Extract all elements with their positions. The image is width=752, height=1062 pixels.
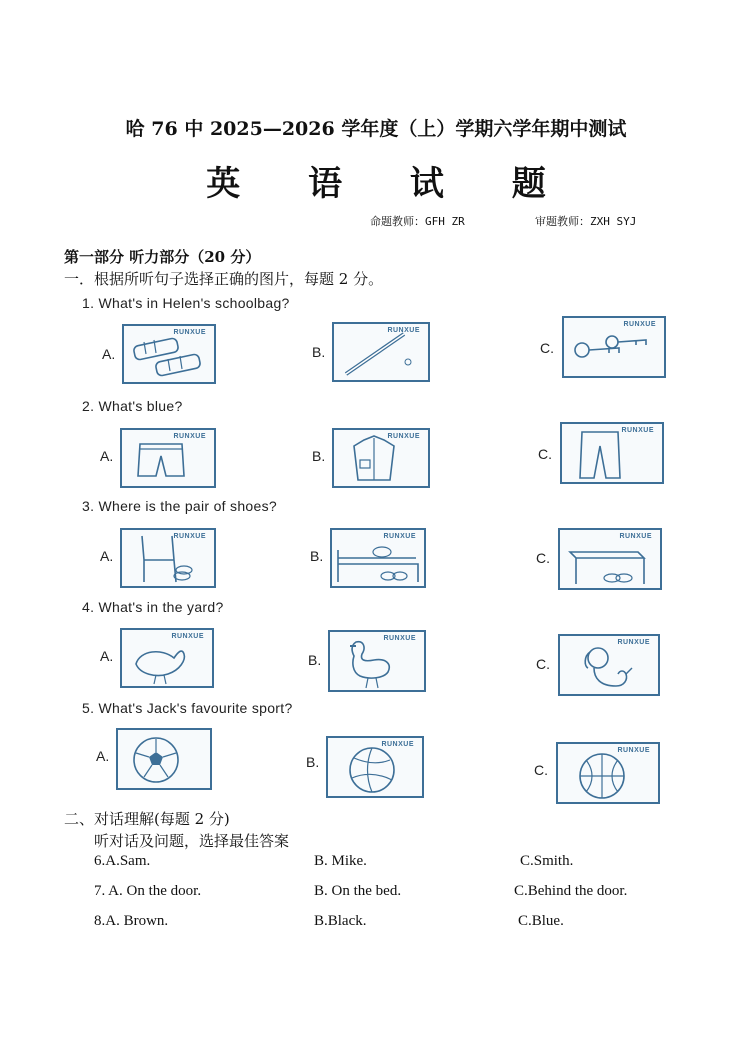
q1-option-a-label: A. (102, 346, 116, 362)
brand-mark: RUNXUE (381, 741, 414, 748)
q5-option-c-label: C. (534, 762, 548, 778)
shoes-under-bed-icon (332, 530, 424, 586)
q3-option-a-picture[interactable] (120, 528, 216, 588)
q5-option-a-label: A. (96, 748, 110, 764)
brand-mark: RUNXUE (383, 533, 416, 540)
brand-mark: RUNXUE (171, 633, 204, 640)
q4-option-a-picture[interactable] (120, 628, 214, 688)
question-2: 2. What's blue? (82, 398, 183, 414)
shorts-icon (122, 430, 214, 486)
trousers-icon (562, 424, 662, 482)
question-1: 1. What's in Helen's schoolbag? (82, 295, 290, 311)
question-5: 5. What's Jack's favourite sport? (82, 700, 293, 716)
pencil-cases-icon (124, 326, 214, 382)
part1-heading: 第一部分 听力部分（20 分） (64, 248, 261, 266)
brand-mark: RUNXUE (619, 533, 652, 540)
hen-icon (122, 630, 212, 686)
exam-title: 哈 76 中 2025—2026 学年度（上）学期六学年期中测试 (125, 118, 627, 140)
q5-option-c-picture[interactable] (556, 742, 660, 804)
q4-option-b-picture[interactable] (328, 630, 426, 692)
q5-option-b-picture[interactable] (326, 736, 424, 798)
volleyball-icon (328, 738, 422, 796)
q4-option-c-label: C. (536, 656, 550, 672)
q1-option-b-picture[interactable] (332, 322, 430, 382)
brand-mark: RUNXUE (617, 639, 650, 646)
shoes-under-chair-icon (122, 530, 214, 586)
brand-mark: RUNXUE (617, 747, 650, 754)
duck-icon (330, 632, 424, 690)
q3-option-c-label: C. (536, 550, 550, 566)
q2-option-a-picture[interactable] (120, 428, 216, 488)
q1-option-a-picture[interactable] (122, 324, 216, 384)
q1-option-b-label: B. (312, 344, 326, 360)
q8-option-b: B.Black. (314, 913, 367, 929)
shirt-icon (334, 430, 428, 486)
brand-mark: RUNXUE (173, 533, 206, 540)
pencil-icon (334, 324, 428, 380)
q2-option-a-label: A. (100, 448, 114, 464)
q5-option-b-label: B. (306, 754, 320, 770)
section2-heading: 二、对话理解(每题 2 分) (64, 810, 230, 828)
q3-option-c-picture[interactable] (558, 528, 662, 590)
setter-teachers: 命题教师：GFH ZR (370, 215, 465, 228)
q4-option-c-picture[interactable] (558, 634, 660, 696)
q2-option-c-picture[interactable] (560, 422, 664, 484)
brand-mark: RUNXUE (387, 327, 420, 334)
brand-mark: RUNXUE (621, 427, 654, 434)
reviewer-teachers: 审题教师：ZXH SYJ (535, 215, 637, 228)
q4-option-b-label: B. (308, 652, 322, 668)
section2-instruction: 听对话及问题，选择最佳答案 (94, 832, 290, 850)
shoes-under-table-icon (560, 530, 660, 588)
q4-option-a-label: A. (100, 648, 114, 664)
q7-option-a: 7. A. On the door. (94, 883, 202, 899)
q1-option-c-picture[interactable] (562, 316, 666, 378)
q1-option-c-label: C. (540, 340, 554, 356)
brand-mark: RUNXUE (173, 433, 206, 440)
q7-option-c: C.Behind the door. (514, 883, 628, 899)
q7-option-b: B. On the bed. (314, 883, 402, 899)
q8-option-a: 8.A. Brown. (94, 913, 169, 929)
brand-mark: RUNXUE (387, 433, 420, 440)
dog-icon (560, 636, 658, 694)
q2-option-c-label: C. (538, 446, 552, 462)
brand-mark: RUNXUE (623, 321, 656, 328)
q2-option-b-picture[interactable] (332, 428, 430, 488)
q3-option-b-label: B. (310, 548, 324, 564)
section1-instruction: 一．根据所听句子选择正确的图片，每题 2 分。 (64, 270, 384, 288)
basketball-icon (558, 744, 658, 802)
brand-mark: RUNXUE (173, 329, 206, 336)
brand-mark: RUNXUE (383, 635, 416, 642)
soccer-ball-icon (118, 730, 210, 788)
q2-option-b-label: B. (312, 448, 326, 464)
q8-option-c: C.Blue. (518, 913, 564, 929)
q3-option-b-picture[interactable] (330, 528, 426, 588)
keys-icon (564, 318, 664, 376)
subject-title: 英 语 试 题 (206, 164, 574, 204)
q6-option-b: B. Mike. (314, 853, 367, 869)
q3-option-a-label: A. (100, 548, 114, 564)
q6-option-c: C.Smith. (520, 853, 574, 869)
q5-option-a-picture[interactable] (116, 728, 212, 790)
q6-option-a: 6.A.Sam. (94, 853, 151, 869)
question-4: 4. What's in the yard? (82, 599, 224, 615)
question-3: 3. Where is the pair of shoes? (82, 498, 277, 514)
